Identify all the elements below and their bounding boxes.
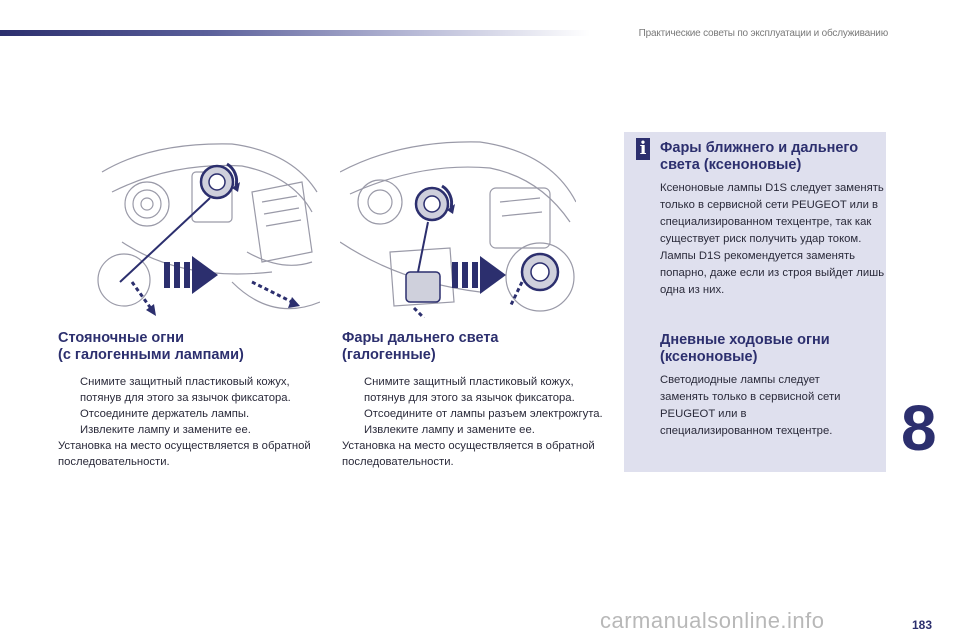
- watermark: carmanualsonline.info: [600, 608, 825, 633]
- xenon-info-box: [624, 132, 886, 472]
- high-beam-steps: [342, 374, 612, 438]
- parking-light-illustration: [92, 132, 320, 318]
- step-item: Снимите защитный пластиковый кожух, потянув для этого за язычок фиксатора.: [364, 376, 575, 404]
- reinstall-note: Установка на место осуществляется в обратной последовательности.: [342, 440, 595, 468]
- daytime-lights-text: Светодиодные лампы следует заменять только в сервисной сети PEUGEOT или в специализированном техцентре.: [660, 374, 841, 437]
- step-item: Снимите защитный пластиковый кожух, потянув для этого за язычок фиксатора.: [80, 376, 291, 404]
- chapter-number: 8: [901, 392, 937, 464]
- header-gradient-bar: [0, 30, 590, 36]
- xenon-headlights-title: Фары ближнего и дальнего света (ксеноновые): [660, 140, 859, 173]
- parking-lights-title: Стояночные огни (с галогенными лампами): [58, 330, 244, 363]
- running-header: Практические советы по эксплуатации и обслуживанию: [638, 28, 888, 39]
- page-number: 183: [911, 618, 932, 632]
- info-icon: i: [636, 138, 650, 160]
- high-beam-title: Фары дальнего света (галогенные): [342, 330, 499, 363]
- xenon-headlights-text: Ксеноновые лампы D1S следует заменять только в сервисной сети PEUGEOT или в специализированном техцентре, так как существует риск получить удар током. Лампы D1S рекомендуется заменять попарно, даже если из строя выйдет лишь одна из них.: [660, 182, 885, 296]
- parking-lights-steps: [58, 374, 323, 438]
- step-item: Отсоедините держатель лампы.: [80, 408, 250, 420]
- high-beam-section: [342, 330, 612, 470]
- reinstall-note: Установка на место осуществляется в обратной последовательности.: [58, 440, 311, 468]
- parking-lights-section: [58, 330, 323, 470]
- step-item: Извлеките лампу и замените ее.: [80, 424, 251, 436]
- step-item: Извлеките лампу и замените ее.: [364, 424, 535, 436]
- daytime-lights-title: Дневные ходовые огни (ксеноновые): [660, 332, 830, 365]
- high-beam-illustration: [340, 132, 576, 318]
- step-item: Отсоедините от лампы разъем электрожгута.: [364, 408, 603, 420]
